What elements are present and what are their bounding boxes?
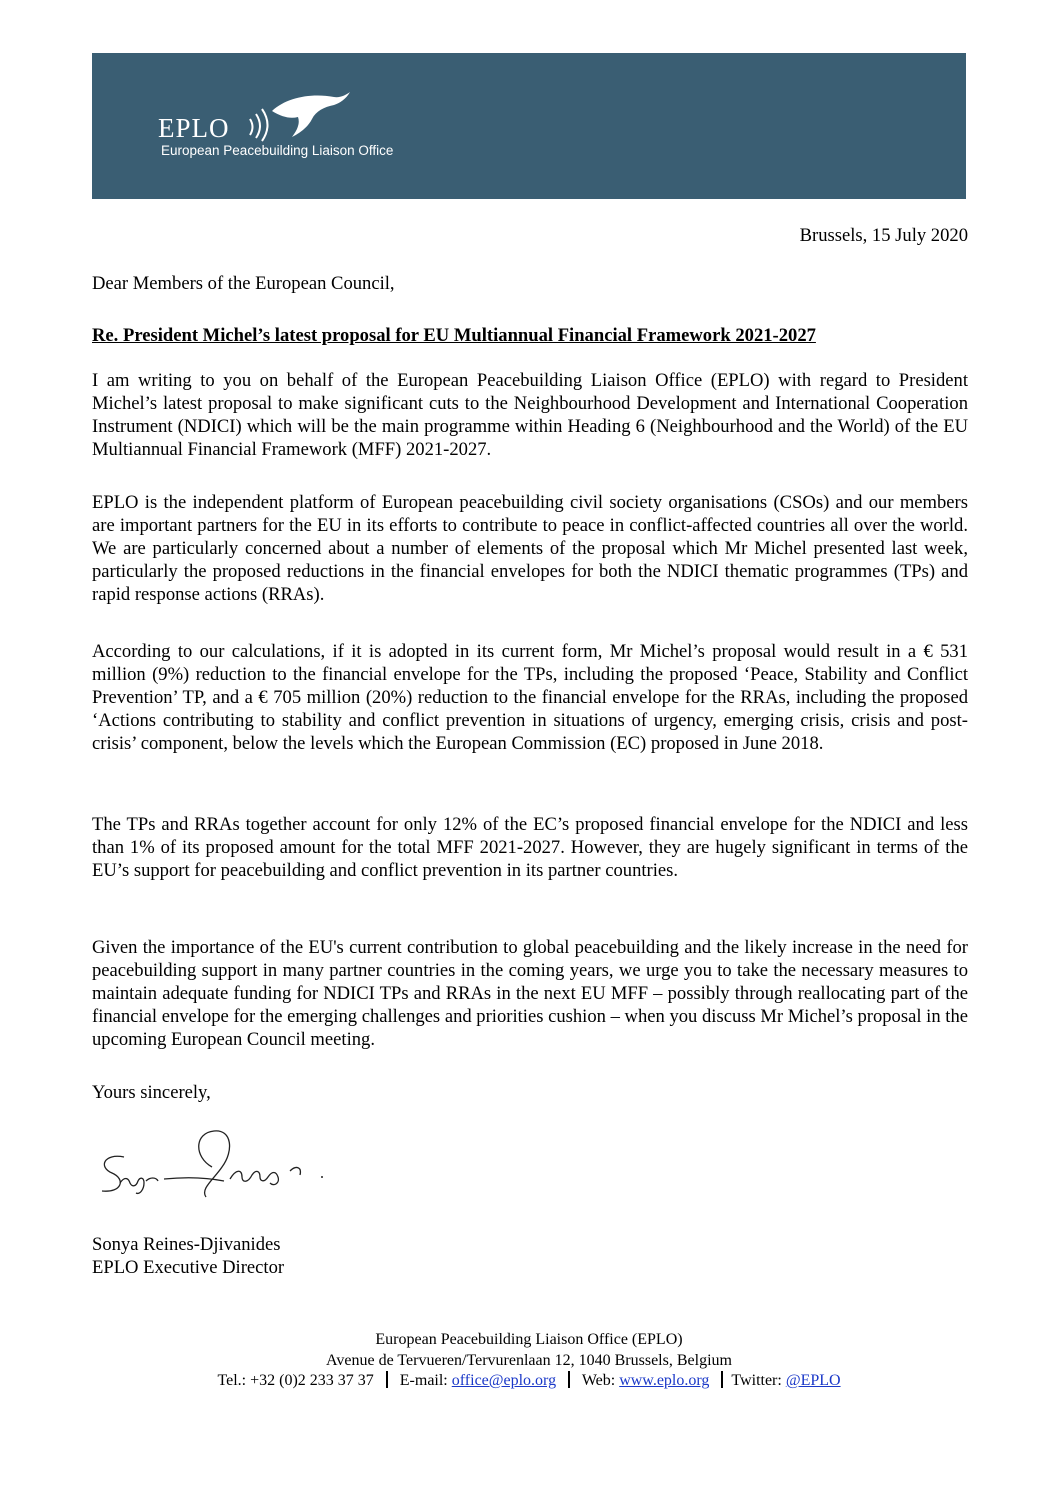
footer-tel: Tel.: +32 (0)2 233 37 37 bbox=[217, 1372, 374, 1389]
paragraph-5: Given the importance of the EU's current contribution to global peacebuilding and the likely increase in the need for peacebuilding support in many partner countries in the coming years, we urge you to take the necessary measures to maintain adequate funding for NDICI TPs and RRAs in the next EU MFF – possibly through reallocating part of the financial envelope for the emerging challenges and priorities cushion – when you discuss Mr Michel’s proposal in the upcoming European Council meeting. bbox=[92, 937, 968, 1050]
paragraph-2: EPLO is the independent platform of European peacebuilding civil society organisations (CSOs) and our members are important partners for the EU in its efforts to contribute to peace in conflict-affected countries all over the world. We are particularly concerned about a number of elements of the proposal which Mr Michel presented last week, particularly the proposed reductions in the financial envelopes for both the NDICI thematic programmes (TPs) and rapid response actions (RRAs). bbox=[92, 492, 968, 605]
footer-separator bbox=[386, 1371, 388, 1388]
footer-address: Avenue de Tervueren/Tervurenlaan 12, 1040 Brussels, Belgium bbox=[326, 1352, 732, 1369]
footer-separator bbox=[568, 1371, 570, 1388]
letter-date: Brussels, 15 July 2020 bbox=[799, 225, 968, 246]
footer-contact bbox=[0, 1370, 1058, 1391]
paragraph-1: I am writing to you on behalf of the European Peacebuilding Liaison Office (EPLO) with regard to President Michel’s latest proposal to make significant cuts to the Neighbourhood Development and International Cooperation Instrument (NDICI) which will be the main programme within Heading 6 (Neighbourhood and the World) of the EU Multiannual Financial Framework (MFF) 2021-2027. bbox=[92, 370, 968, 460]
footer-email-label: E-mail: bbox=[399, 1372, 448, 1389]
paragraph-3: According to our calculations, if it is adopted in its current form, Mr Michel’s proposal would result in a € 531 million (9%) reduction to the financial envelope for the TPs, including the proposed ‘Peace, Stability and Conflict Prevention’ TP, and a € 705 million (20%) reduction to the financial envelope for the RRAs, including the proposed ‘Actions contributing to stability and conflict prevention in situations of urgency, emerging crisis, crisis and post-crisis’ component, below the levels which the European Commission (EC) proposed in June 2018. bbox=[92, 641, 968, 754]
header-banner bbox=[92, 53, 966, 199]
letter-subject: Re. President Michel’s latest proposal for EU Multiannual Financial Framework 2021-2027 bbox=[92, 325, 816, 346]
salutation: Dear Members of the European Council, bbox=[92, 273, 395, 294]
footer-web-link[interactable]: www.eplo.org bbox=[619, 1372, 710, 1389]
footer-separator bbox=[721, 1371, 723, 1388]
handwritten-signature bbox=[94, 1127, 334, 1211]
paragraph-4: The TPs and RRAs together account for only 12% of the EC’s proposed financial envelope for the NDICI and less than 1% of its proposed amount for the total MFF 2021-2027. However, they are hugely significant in terms of the EU’s support for peacebuilding and conflict prevention in its partner countries. bbox=[92, 814, 968, 881]
signatory-name: Sonya Reines-Djivanides bbox=[92, 1234, 281, 1255]
signatory-title: EPLO Executive Director bbox=[92, 1257, 285, 1278]
footer-email-link[interactable]: office@eplo.org bbox=[451, 1372, 557, 1389]
footer-twitter-link[interactable]: @EPLO bbox=[785, 1372, 841, 1389]
footer-web-label: Web: bbox=[581, 1372, 616, 1389]
logo-subtitle: European Peacebuilding Liaison Office bbox=[161, 143, 394, 158]
closing: Yours sincerely, bbox=[92, 1082, 211, 1103]
footer-org: European Peacebuilding Liaison Office (EPLO) bbox=[375, 1331, 683, 1348]
footer-twitter-label: Twitter: bbox=[731, 1372, 782, 1389]
logo-wordmark: EPLO bbox=[158, 113, 230, 143]
dove-logo-icon bbox=[242, 89, 352, 145]
